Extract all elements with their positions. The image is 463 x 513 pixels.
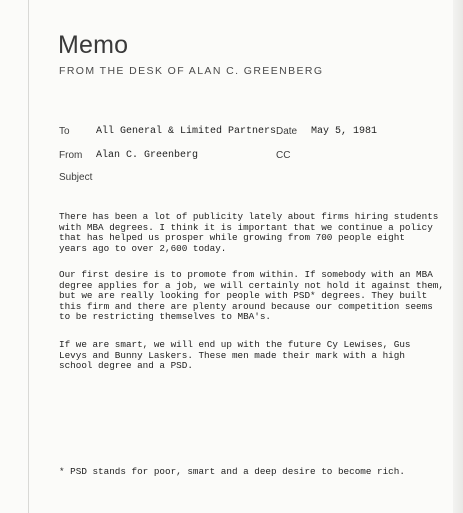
body-line: to be restricting themselves to MBA's. [59,311,272,323]
body-line: Our first desire is to promote from within. If somebody with an MBA [59,269,433,280]
body-line: this firm and there are plenty around because our competition seems [59,300,433,312]
cc-label: CC [276,150,291,161]
date-label: Date [276,126,298,137]
body-line: degree applies for a job, we will certainly not hold it against them, [59,279,444,291]
memo-title: Memo [58,31,129,59]
body-paragraph-2 [59,270,451,323]
body-line: school degree and a PSD. [59,360,193,372]
body-line: that has helped us prosper while growing from 700 people eight [59,232,405,244]
from-label: From [59,150,83,161]
footnote: * PSD stands for poor, smart and a deep desire to become rich. [59,466,405,477]
body-line: years ago to over 2,600 today. [59,242,227,254]
subject-label: Subject [59,172,93,183]
body-line: If we are smart, we will end up with the future Cy Lewises, Gus [59,339,411,350]
page-right-edge [453,0,463,513]
page-edge-line [28,0,29,513]
body-line: but we are really looking for people with PSD* degrees. They built [59,290,428,302]
body-paragraph-3 [59,340,451,372]
body-line: Levys and Bunny Laskers. These men made their mark with a high [59,349,405,361]
to-label: To [59,126,70,137]
to-value: All General & Limited Partners [96,126,277,137]
body-line: with MBA degrees. I think it is important that we continue a policy [59,221,433,233]
from-value: Alan C. Greenberg [96,150,199,161]
memo-from-desk: FROM THE DESK OF ALAN C. GREENBERG [59,65,324,77]
body-paragraph-1 [59,212,451,254]
body-line: There has been a lot of publicity lately about firms hiring students [59,211,439,222]
date-value: May 5, 1981 [311,126,378,137]
